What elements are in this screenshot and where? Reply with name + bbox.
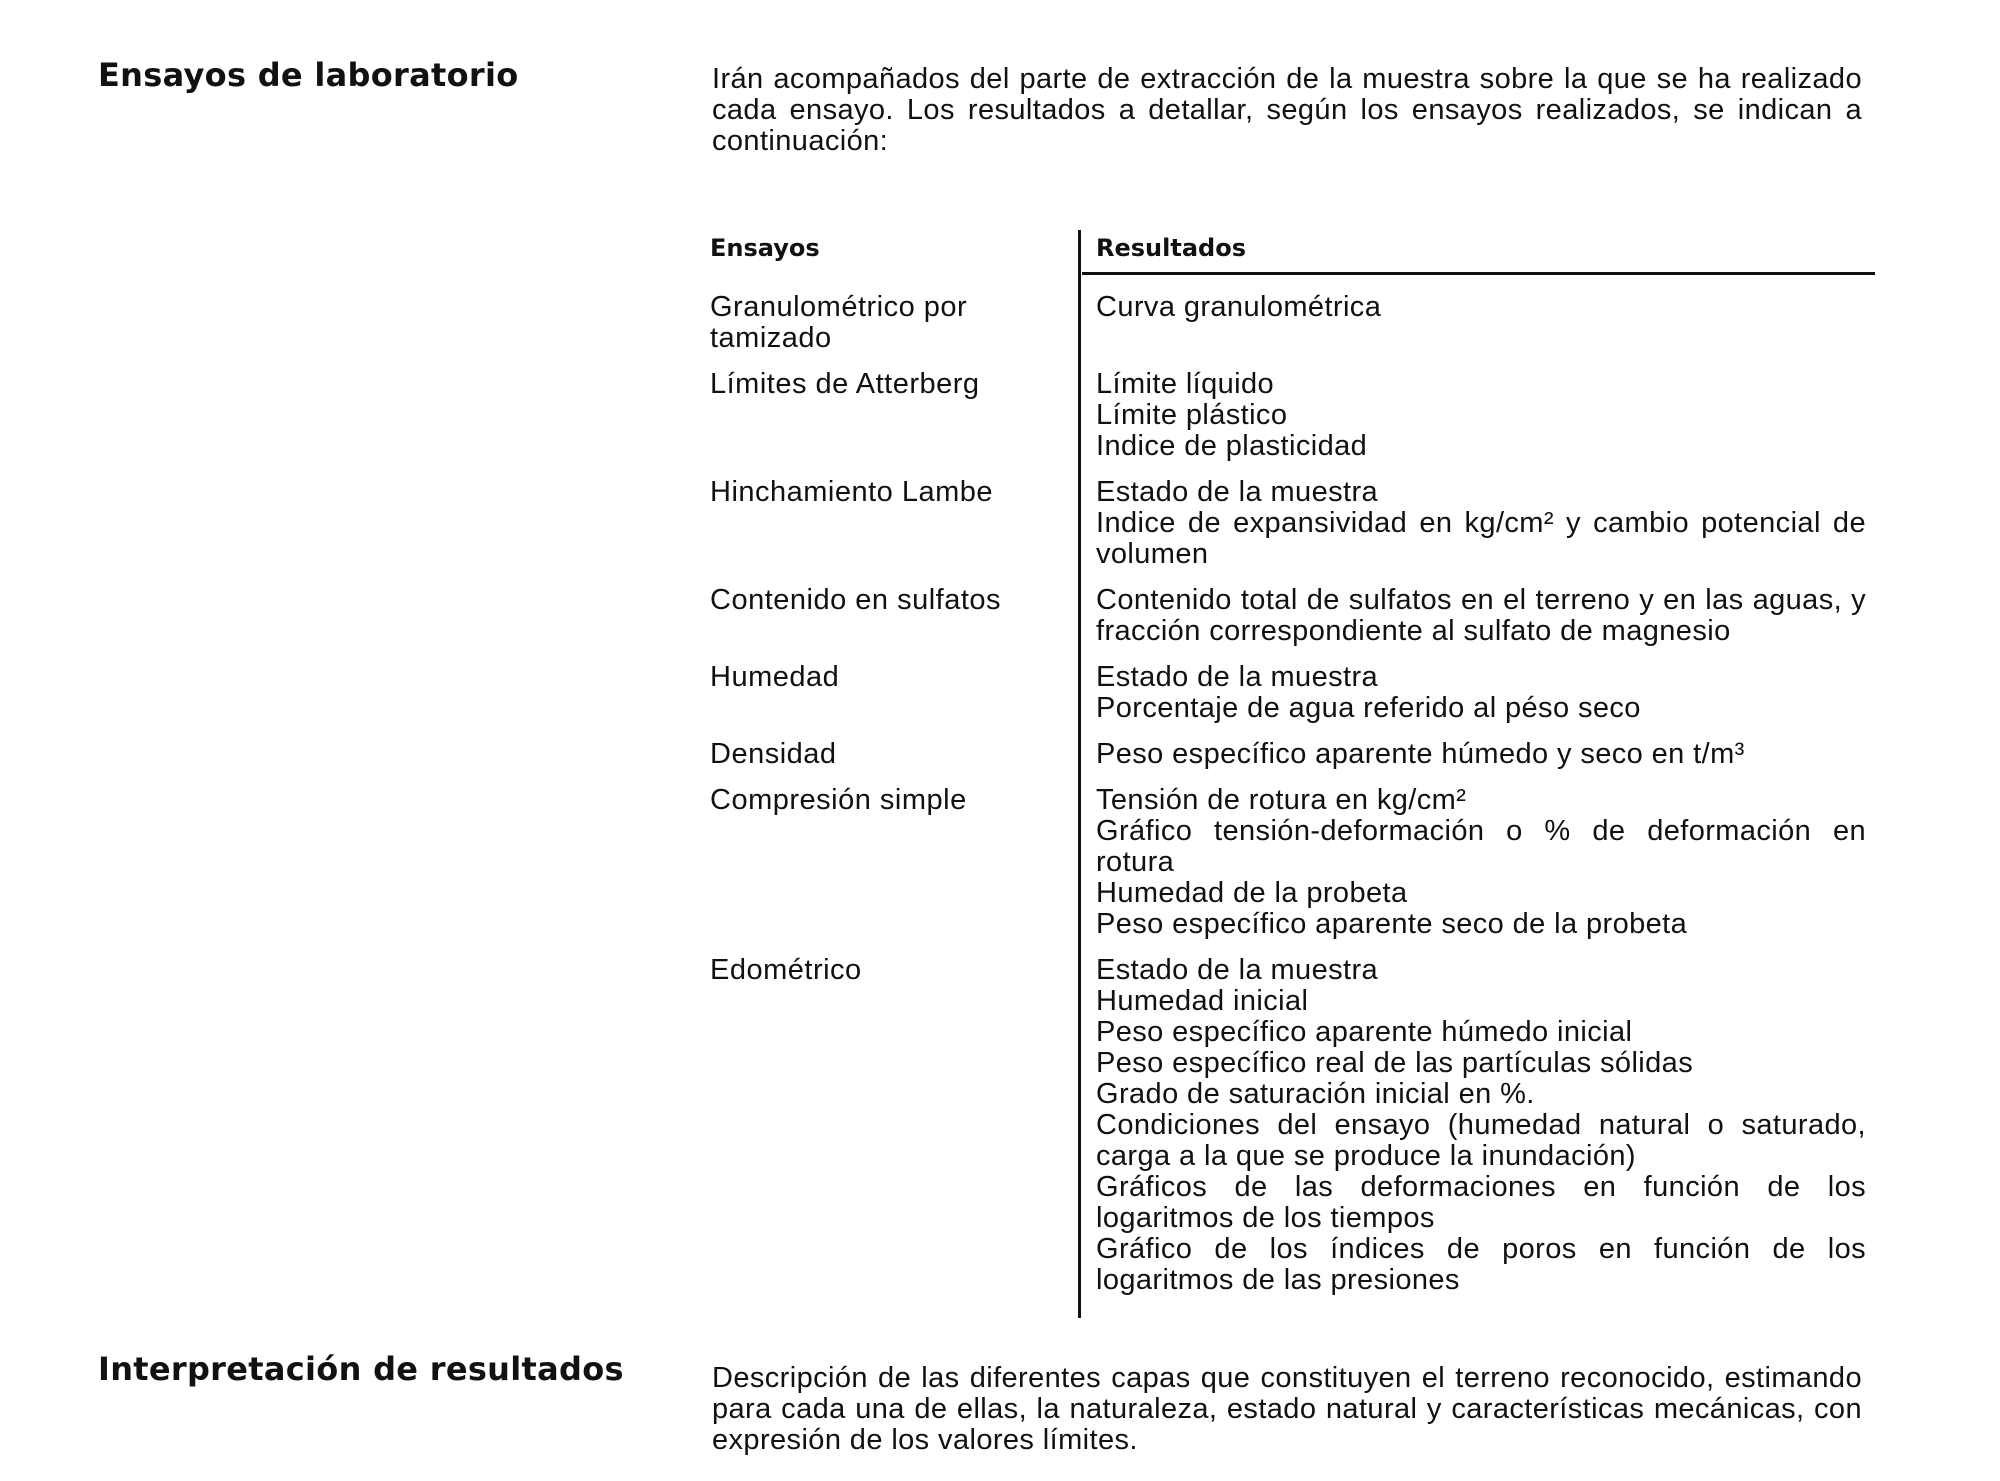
result-list (1096, 292, 1866, 354)
result-list (1096, 955, 1866, 1296)
column-header-resultados: Resultados (1096, 234, 1246, 262)
result-item: Gráfico de los índices de poros en función de los logaritmos de las presiones (1096, 1233, 1866, 1296)
table-row (710, 785, 1875, 940)
result-list (1096, 477, 1866, 570)
result-list (1096, 662, 1866, 724)
result-item: Límite líquido (1096, 368, 1275, 400)
table-row (710, 739, 1875, 770)
result-list (1096, 585, 1866, 647)
table-row (710, 292, 1875, 354)
ensayo-name: Densidad (710, 738, 837, 770)
ensayo-name: Compresión simple (710, 784, 967, 816)
table-body (710, 292, 1875, 1311)
interpretation-paragraph: Descripción de las diferentes capas que constituyen el terreno reconocido, estimando para cada una de ellas, la naturaleza, estado natural y características mecánicas, con expresión de los valores límites. (712, 1362, 1862, 1456)
result-list (1096, 785, 1866, 940)
result-item: Peso específico real de las partículas sólidas (1096, 1047, 1694, 1079)
header-rule (1082, 272, 1875, 275)
result-item: Grado de saturación inicial en %. (1096, 1078, 1535, 1110)
ensayo-name: Granulométrico por tamizado (710, 291, 968, 354)
result-item: Peso específico aparente húmedo inicial (1096, 1016, 1633, 1048)
result-item: Humedad de la probeta (1096, 877, 1408, 909)
result-item: Peso específico aparente húmedo y seco en t/m³ (1096, 738, 1745, 770)
section-heading-ensayos-laboratorio: Ensayos de laboratorio (98, 56, 519, 94)
column-header-ensayos: Ensayos (710, 234, 820, 262)
ensayo-name: Edométrico (710, 954, 862, 986)
result-item: Estado de la muestra (1096, 954, 1379, 986)
result-item: Límite plástico (1096, 399, 1288, 431)
result-item: Peso específico aparente seco de la probeta (1096, 908, 1688, 940)
ensayo-name: Humedad (710, 661, 840, 693)
ensayo-name: Límites de Atterberg (710, 368, 980, 400)
result-item: Indice de plasticidad (1096, 430, 1368, 462)
table-row (710, 585, 1875, 647)
result-item: Gráfico tensión-deformación o % de deformación en rotura (1096, 815, 1866, 878)
result-item: Condiciones del ensayo (humedad natural o saturado, carga a la que se produce la inundación) (1096, 1109, 1866, 1172)
ensayos-table (710, 226, 1875, 1318)
intro-paragraph: Irán acompañados del parte de extracción de la muestra sobre la que se ha realizado cada ensayo. Los resultados a detallar, según los ensayos realizados, se indican a continuación: (712, 63, 1862, 157)
result-item: Humedad inicial (1096, 985, 1309, 1017)
table-row (710, 955, 1875, 1296)
table-row (710, 477, 1875, 570)
table-row (710, 662, 1875, 724)
ensayo-name: Contenido en sulfatos (710, 584, 1002, 616)
result-item: Estado de la muestra (1096, 476, 1379, 508)
result-list (1096, 739, 1866, 770)
result-list (1096, 369, 1866, 462)
result-item: Tensión de rotura en kg/cm² (1096, 784, 1467, 816)
result-item: Indice de expansividad en kg/cm² y cambio potencial de volumen (1096, 507, 1866, 570)
ensayo-name: Hinchamiento Lambe (710, 476, 994, 508)
result-item: Contenido total de sulfatos en el terreno y en las aguas, y fracción correspondiente al sulfato de magnesio (1096, 584, 1866, 647)
result-item: Estado de la muestra (1096, 661, 1379, 693)
section-heading-interpretacion-resultados: Interpretación de resultados (98, 1350, 624, 1388)
result-item: Porcentaje de agua referido al péso seco (1096, 692, 1641, 724)
result-item: Curva granulométrica (1096, 291, 1382, 323)
table-row (710, 369, 1875, 462)
result-item: Gráficos de las deformaciones en función de los logaritmos de los tiempos (1096, 1171, 1866, 1234)
